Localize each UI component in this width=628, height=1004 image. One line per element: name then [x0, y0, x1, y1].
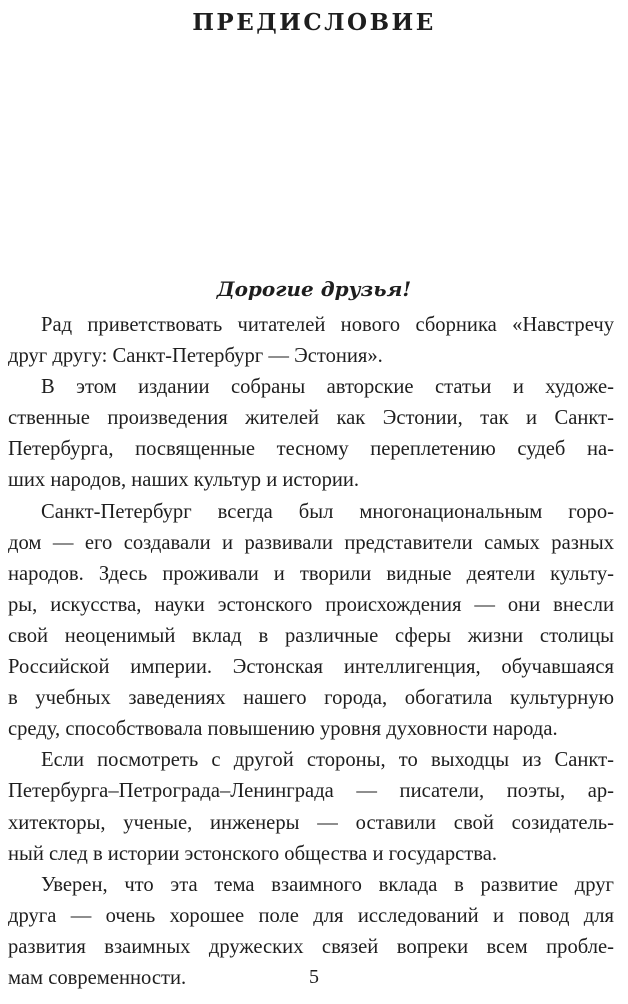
text-line: В этом издании собраны авторские статьи и художе-: [41, 376, 614, 399]
text-line: мам современности.: [8, 966, 187, 989]
text-line: ры, искусства, науки эстонского происхождения — они внесли: [8, 593, 614, 616]
text-line: ших народов, наших культур и истории.: [8, 469, 360, 492]
text-line: развития взаимных дружеских связей вопреки всем пробле-: [8, 935, 614, 958]
text-line: Если посмотреть с другой стороны, то выходцы из Санкт-: [41, 749, 614, 772]
text-line: Уверен, что эта тема взаимного вклада в развитие друг: [41, 873, 614, 896]
text-line: Петербурга, посвященные тесному переплетению судеб на-: [8, 438, 614, 461]
salutation: Дорогие друзья!: [216, 277, 412, 301]
text-line: Санкт-Петербург всегда был многонациональным горо-: [41, 500, 614, 523]
page-title: ПРЕДИСЛОВИЕ: [192, 9, 436, 36]
text-line: народов. Здесь проживали и творили видные деятели культу-: [8, 562, 614, 585]
text-line: Рад приветствовать читателей нового сборника «Навстречу: [41, 314, 614, 336]
text-line: хитекторы, ученые, инженеры — оставили свой созидатель-: [8, 811, 614, 834]
text-line: Российской империи. Эстонская интеллигенция, обучавшаяся: [8, 656, 614, 679]
text-line: среду, способствовала повышению уровня духовности народа.: [8, 718, 558, 741]
text-line: в учебных заведениях нашего города, обогатила культурную: [8, 687, 614, 710]
text-line: друг другу: Санкт-Петербург — Эстония».: [8, 345, 383, 368]
text-line: ственные произведения жителей как Эстонии, так и Санкт-: [8, 407, 614, 430]
text-line: друга — очень хорошее поле для исследований и повод для: [8, 904, 614, 927]
text-line: дом — его создавали и развивали представители самых разных: [8, 531, 614, 554]
page-number: 5: [309, 966, 319, 988]
text-line: ный след в истории эстонского общества и государства.: [8, 842, 498, 865]
text-line: Петербурга–Петрограда–Ленинграда — писатели, поэты, ар-: [8, 780, 614, 803]
body-text: [8, 310, 614, 994]
text-line: свой неоценимый вклад в различные сферы жизни столицы: [8, 624, 614, 647]
